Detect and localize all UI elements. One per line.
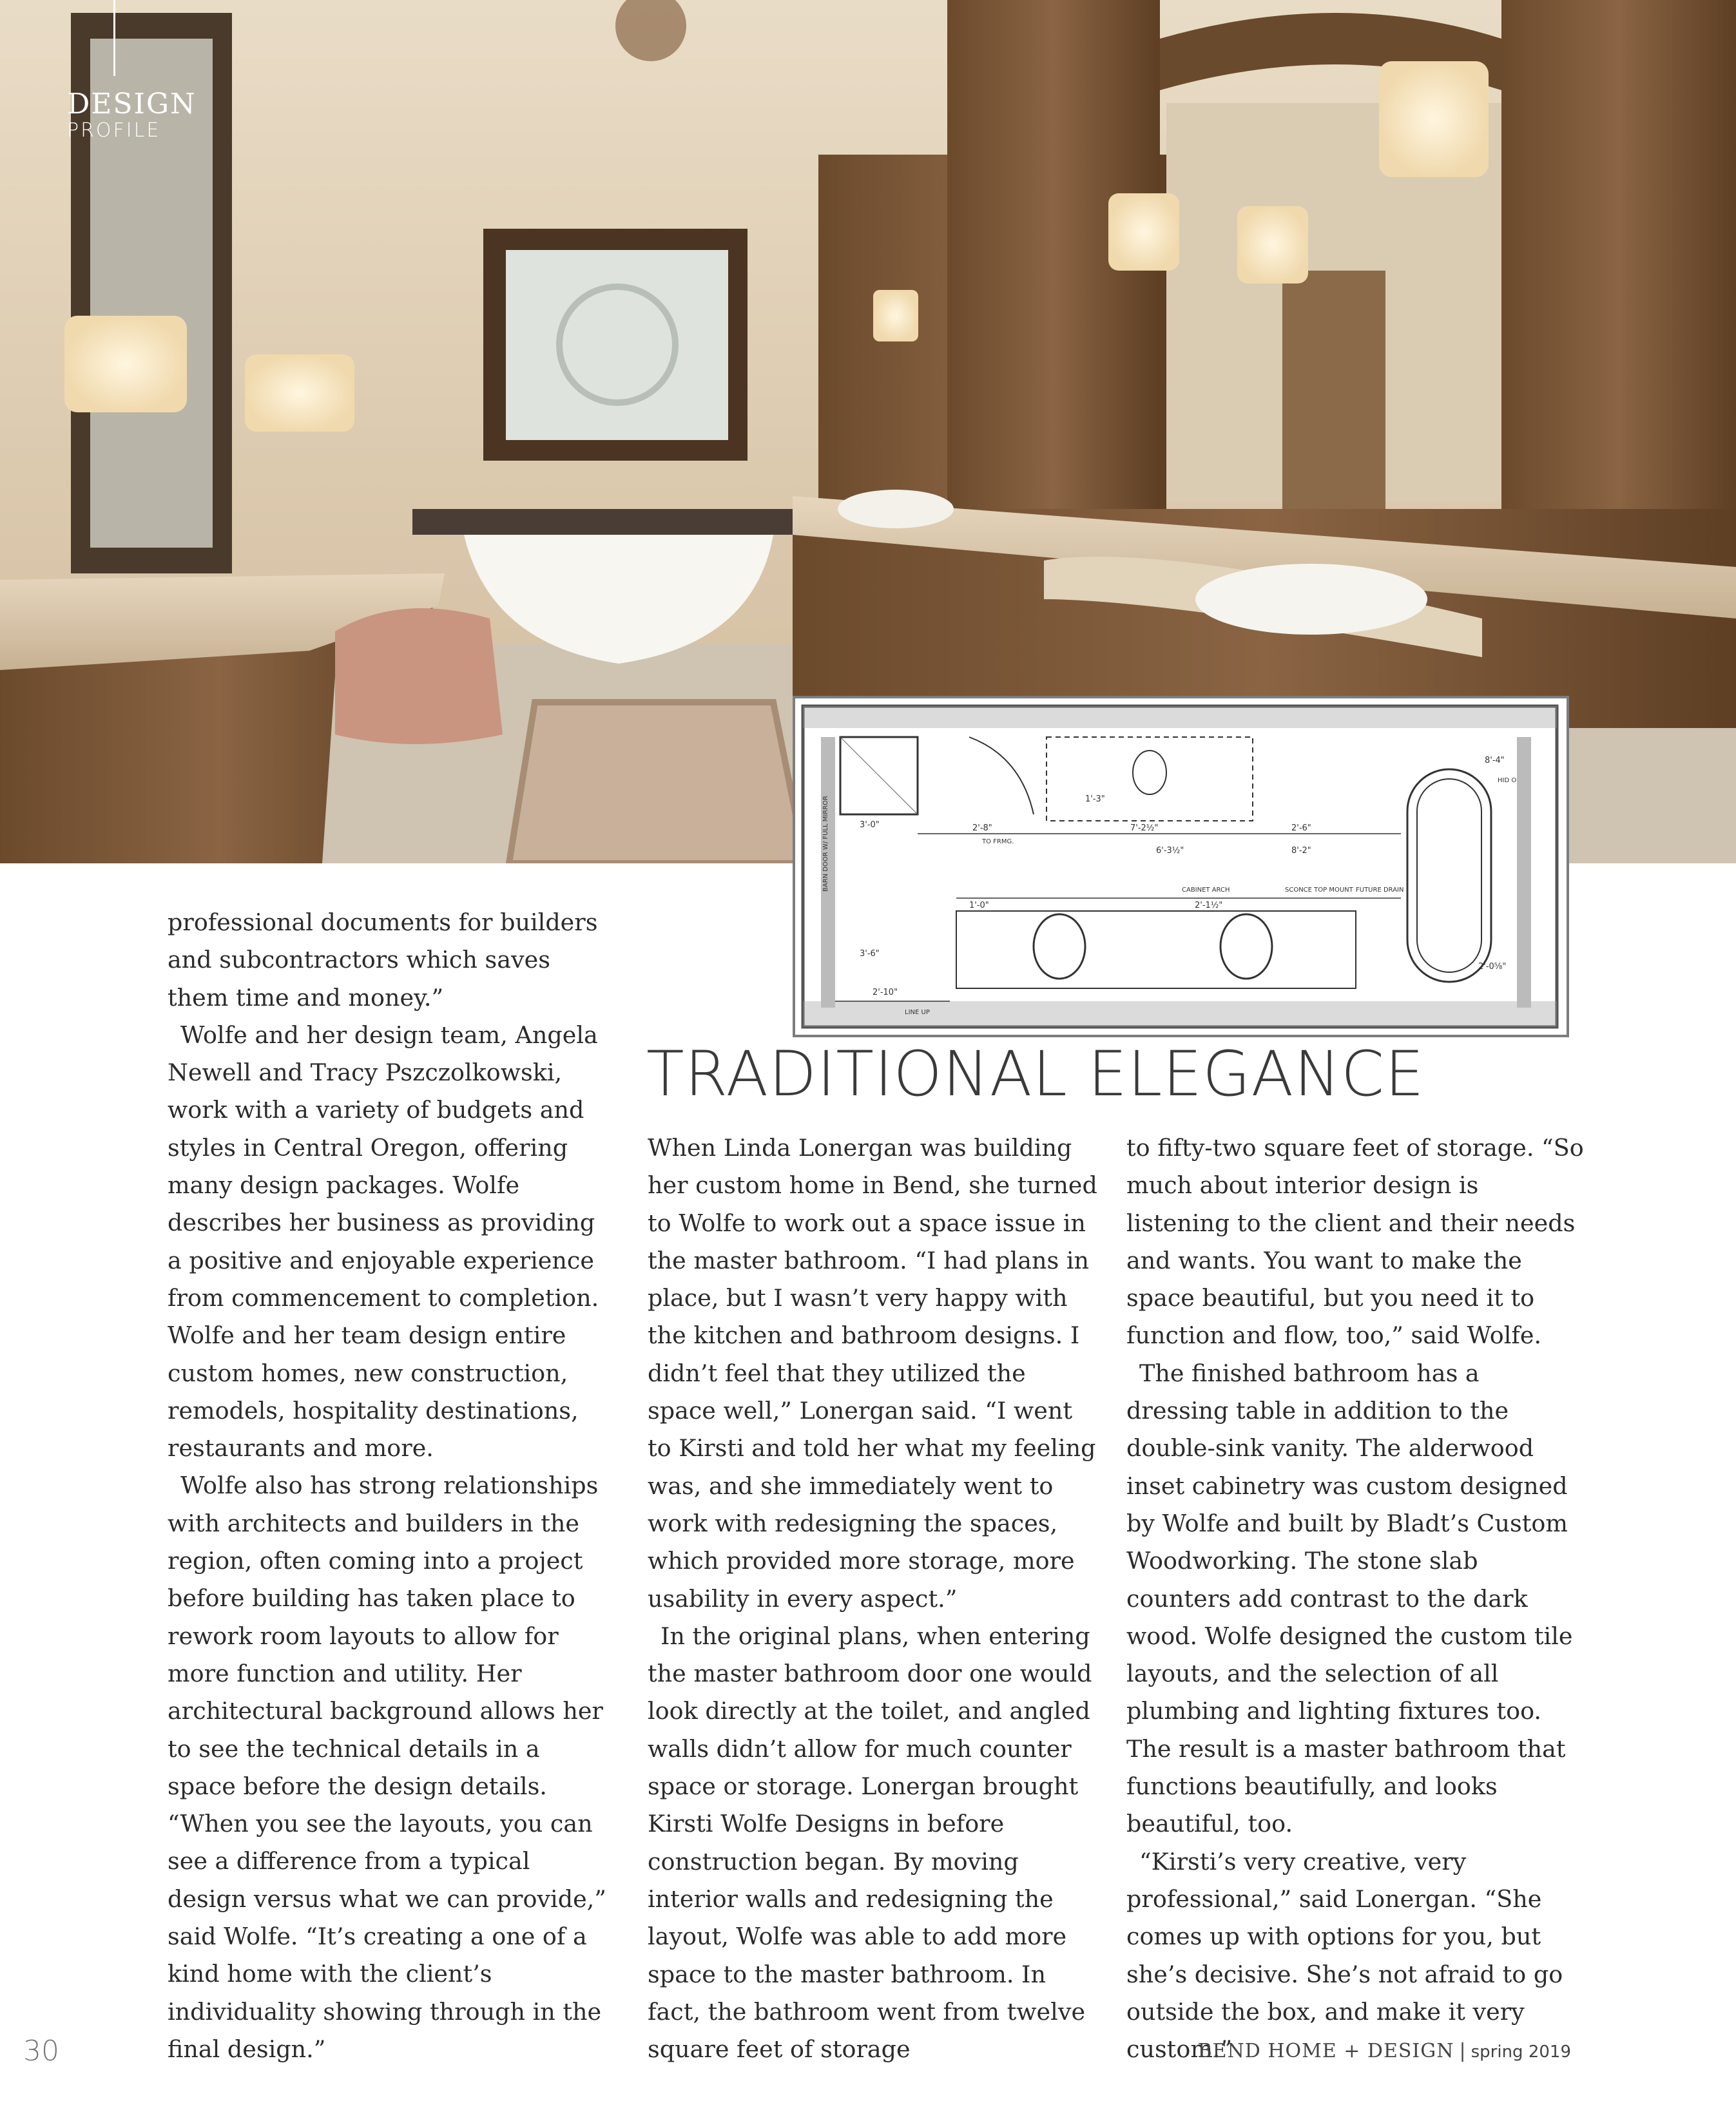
plan-note-label: FUTURE DRAIN bbox=[1356, 887, 1404, 894]
issue-date: spring 2019 bbox=[1471, 2042, 1571, 2062]
page-number: 30 bbox=[23, 2035, 59, 2067]
plan-dim-label: 1'-3" bbox=[1085, 794, 1105, 804]
section-label bbox=[67, 90, 197, 140]
plan-note-label: TO FRMG. bbox=[982, 838, 1014, 845]
plan-dim-label: 3'-0" bbox=[860, 820, 880, 830]
plan-dim-label: 8'-2" bbox=[1291, 846, 1311, 856]
plan-note-label: CABINET ARCH bbox=[1182, 887, 1230, 894]
plan-dim-label: 3'-6" bbox=[860, 949, 880, 959]
plan-note-label: BARN DOOR W/ FULL MIRROR bbox=[822, 796, 829, 892]
paragraph: In the original plans, when entering the master bathroom door one would look directly at the toilet, and angled walls didn’t allow for much counter space or storage. Lonergan brought Kirsti Wolfe Designs in before construction began. By moving interior walls and redesigning the layout, Wolfe was able to add more space to the master bathroom. In fact, the bathroom went from twelve square feet of storage bbox=[648, 1622, 1092, 2064]
paragraph: Wolfe also has strong relationships with architects and builders in the region, often coming into a project before building has taken place to rework room layouts to allow for more function and utility. Her architectural background allows her to see the technical details in a space before the design details. “When you see the layouts, you can see a difference from a typical design versus what we can provide,” said Wolfe. “It’s creating a one of a kind home with the client’s individuality showing through in the final design.” bbox=[168, 1472, 606, 2063]
floor-plan-drawing bbox=[793, 696, 1569, 1037]
paragraph: “Kirsti’s very creative, very professional,” said Lonergan. “She comes up with options for you, but she’s decisive. She’s not afraid to go outside the box, and make it very custom.” bbox=[1126, 1847, 1563, 2064]
footer-masthead bbox=[1198, 2040, 1571, 2062]
plan-dim-label: 6'-3½" bbox=[1156, 846, 1184, 856]
plan-dim-label: 7'-2½" bbox=[1130, 823, 1159, 833]
section-label-profile: PROFILE bbox=[67, 119, 161, 142]
plan-dim-label: 2'-8" bbox=[972, 823, 992, 833]
plan-dim-label: 8'-4" bbox=[1485, 756, 1505, 765]
section-rule bbox=[113, 0, 115, 76]
plan-note-label: HID O bbox=[1498, 777, 1517, 784]
article-column-2 bbox=[648, 1129, 1099, 2068]
article-column-3 bbox=[1126, 1129, 1584, 2068]
paragraph: The finished bathroom has a dressing table in addition to the double-sink vanity. The alderwood inset cabinetry was custom designed by Wolfe and built by Bladt’s Custom Woodworking. The stone slab counters add contrast to the dark wood. Wolfe designed the custom tile layouts, and the selection of all plumbing and lighting fixtures too. The result is a master bathroom that functions beautifully, and looks beautiful, too. bbox=[1126, 1359, 1573, 1838]
paragraph: When Linda Lonergan was building her custom home in Bend, she turned to Wolfe to work out a space issue in the master bathroom. “I had plans in place, but I wasn’t very happy with the kitchen and bathroom designs. I didn’t feel that they utilized the space well,” Lonergan said. “I went to Kirsti and told her what my feeling was, and she immediately went to work with redesigning the spaces, which provided more storage, more usability in every aspect.” bbox=[648, 1134, 1097, 1613]
article-headline: TRADITIONAL ELEGANCE bbox=[646, 1038, 1425, 1110]
section-label-design: DESIGN bbox=[67, 88, 197, 120]
paragraph: to fifty-two square feet of storage. “So much about interior design is listening to the client and their needs and wants. You want to make the space beautiful, but you need it to function and flow, too,” said Wolfe. bbox=[1126, 1134, 1584, 1350]
plan-dim-label: 1'-0" bbox=[969, 901, 989, 910]
plan-note-label: LINE UP bbox=[905, 1009, 930, 1016]
magazine-name: BEND HOME + DESIGN bbox=[1197, 2040, 1454, 2062]
plan-dim-label: 2'-10" bbox=[873, 988, 898, 997]
paragraph: Wolfe and her design team, Angela Newell and Tracy Pszczolkowski, work with a variety of budgets and styles in Central Oregon, offering many design packages. Wolfe describes her business as providing a positive and enjoyable experience from commencement to completion. Wolfe and her team design entire custom homes, new construction, remodels, hospitality destinations, restaurants and more. bbox=[168, 1021, 599, 1463]
plan-dim-label: 2'-6" bbox=[1291, 823, 1311, 833]
paragraph: professional documents for builders and subcontractors which saves them time and money.” bbox=[168, 908, 598, 1012]
plan-note-label: SCONCE TOP MOUNT bbox=[1285, 887, 1353, 894]
footer-separator: | bbox=[1459, 2040, 1466, 2062]
article-column-1 bbox=[168, 904, 612, 2068]
plan-dim-label: 2'-1½" bbox=[1195, 901, 1223, 910]
plan-dim-label: 2'-0⅝" bbox=[1478, 962, 1507, 972]
